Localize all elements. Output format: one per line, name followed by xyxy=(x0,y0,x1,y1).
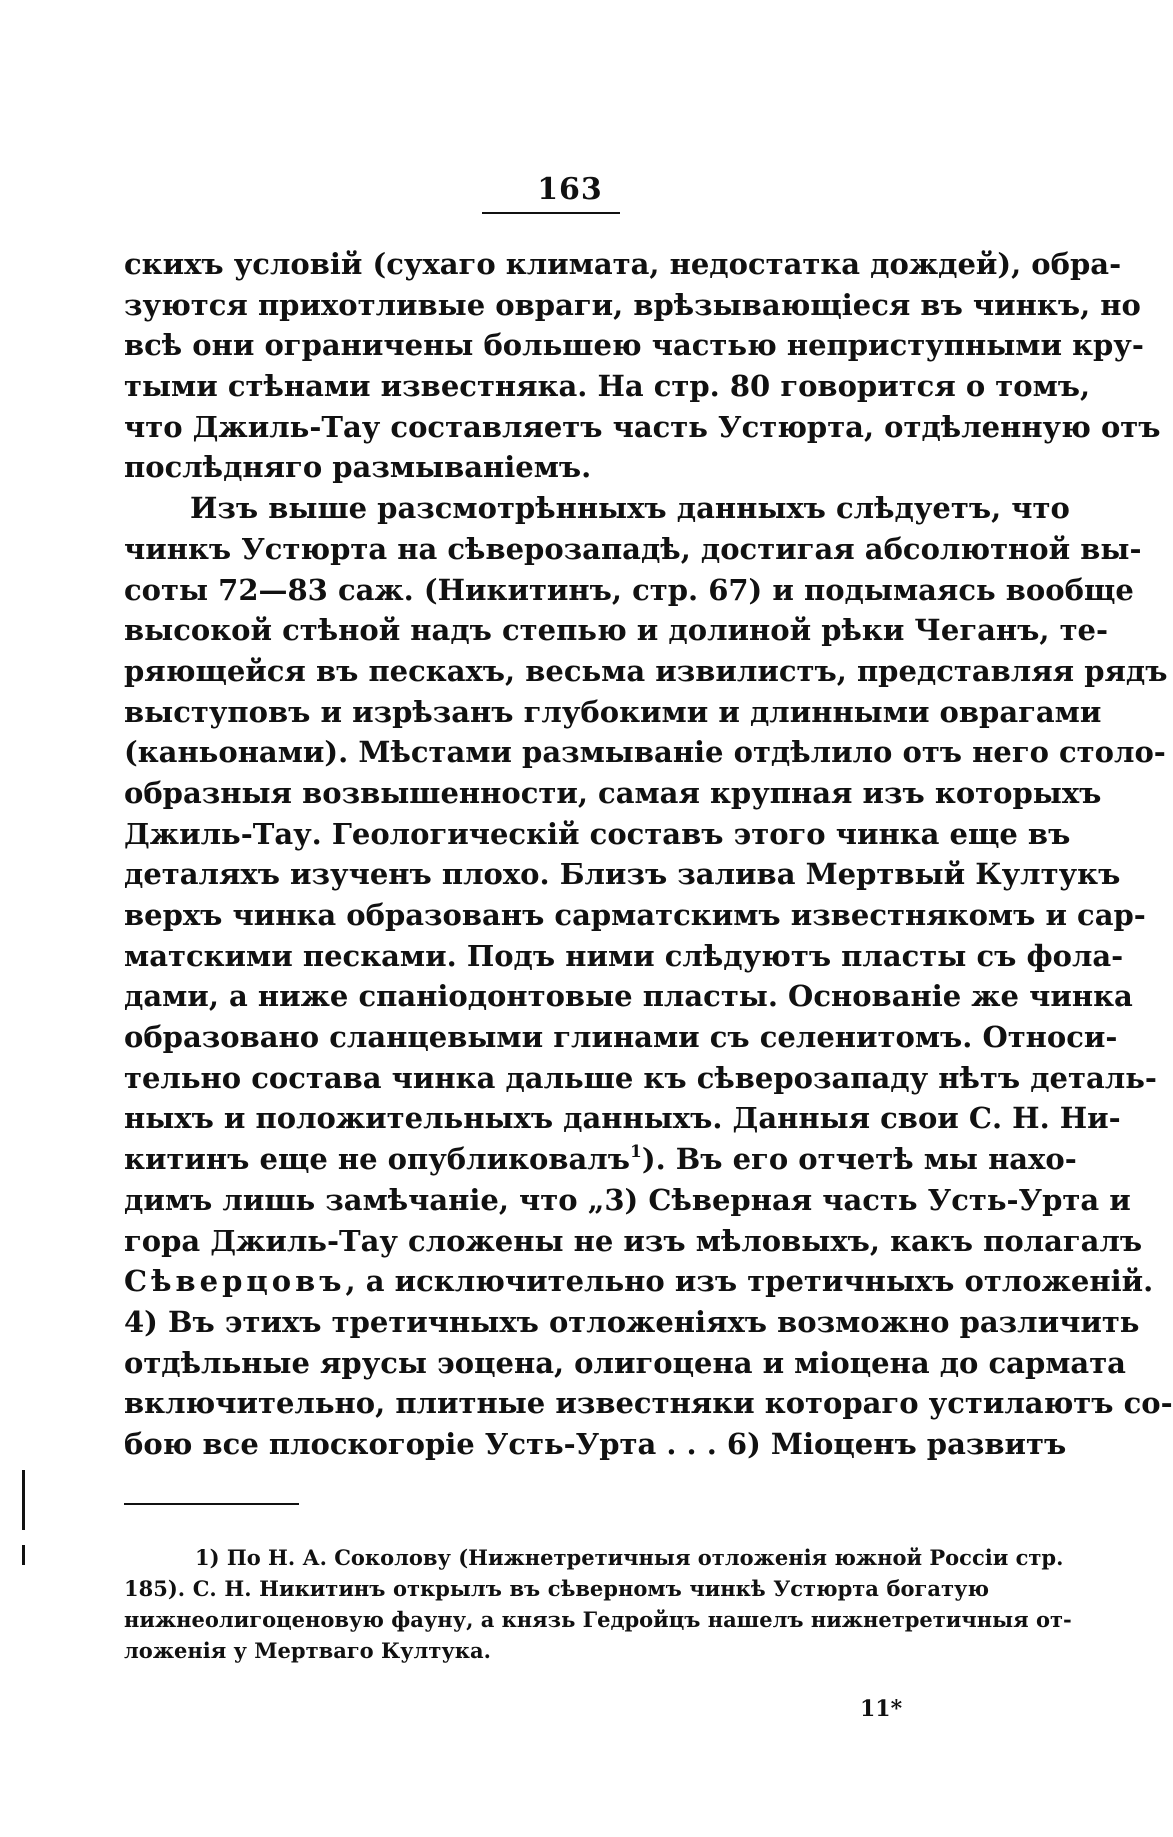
text-run: китинъ еще не опубликовалъ xyxy=(124,1142,630,1177)
footnote xyxy=(124,1542,1072,1666)
text-line xyxy=(124,1139,1077,1180)
text-line: всѣ они ограничены большею частью неприступными кру- xyxy=(124,328,1144,363)
text-line: выступовъ и изрѣзанъ глубокими и длинными оврагами xyxy=(124,694,1102,729)
text-line: (каньонами). Мѣстами размываніе отдѣлило отъ него столо- xyxy=(124,735,1166,770)
body-text xyxy=(124,244,1173,1465)
text-line: дами, а ниже спаніодонтовые пласты. Основаніе же чинка xyxy=(124,979,1133,1014)
text-line: 4) Въ этихъ третичныхъ отложеніяхъ возможно различить xyxy=(124,1304,1140,1339)
page-number: 163 xyxy=(537,172,603,207)
text-line: тельно состава чинка дальше къ сѣверозападу нѣтъ деталь- xyxy=(124,1060,1157,1095)
text-line: что Джиль-Тау составляетъ часть Устюрта, отдѣленную отъ xyxy=(124,409,1161,444)
text-run: ). Въ его отчетѣ мы нахо- xyxy=(641,1142,1077,1177)
text-line: верхъ чинка образованъ сарматскимъ известнякомъ и сар- xyxy=(124,898,1146,932)
spaced-name: Сѣверцовъ xyxy=(124,1264,346,1299)
text-line: соты 72—83 саж. (Никитинъ, стр. 67) и подымаясь вообще xyxy=(124,572,1134,607)
text-line: отдѣльные ярусы эоцена, олигоцена и міоцена до сармата xyxy=(124,1345,1126,1380)
footnote-line: ложенія у Мертваго Култука. xyxy=(124,1638,491,1663)
text-line: высокой стѣной надъ степью и долиной рѣки Чеганъ, те- xyxy=(124,613,1109,648)
text-line: тыми стѣнами известняка. На стр. 80 говорится о томъ, xyxy=(124,369,1091,404)
binding-edge-mark xyxy=(22,1545,25,1565)
text-line: ряющейся въ пескахъ, весьма извилистъ, представляя рядъ xyxy=(124,653,1168,688)
text-line: послѣдняго размываніемъ. xyxy=(124,450,592,485)
text-line: бою все плоскогоріе Усть-Урта . . . 6) Міоценъ развитъ xyxy=(124,1426,1067,1461)
text-line: Изъ выше разсмотрѣнныхъ данныхъ слѣдуетъ, что xyxy=(190,491,1070,526)
page-number-rule xyxy=(482,212,620,214)
text-line xyxy=(124,1261,1154,1302)
footnote-line: 185). С. Н. Никитинъ открылъ въ сѣверномъ чинкѣ Устюрта богатую xyxy=(124,1576,989,1601)
text-line: димъ лишь замѣчаніе, что „3) Сѣверная часть Усть-Урта и xyxy=(124,1182,1131,1217)
footnote-ref: 1 xyxy=(630,1142,642,1163)
text-line: матскими песками. Подъ ними слѣдуютъ пласты съ фола- xyxy=(124,938,1124,973)
text-line: скихъ условій (сухаго климата, недостатка дождей), обра- xyxy=(124,247,1122,281)
footnote-line: 1) По Н. А. Соколову (Нижнетретичныя отложенія южной Россіи стр. xyxy=(195,1545,1064,1570)
text-line: образныя возвышенности, самая крупная изъ которыхъ xyxy=(124,775,1102,810)
text-line: образовано сланцевыми глинами съ селенитомъ. Относи- xyxy=(124,1020,1118,1055)
text-line: чинкъ Устюрта на сѣверозападѣ, достигая абсолютной вы- xyxy=(124,531,1142,566)
signature-mark: 11* xyxy=(860,1696,903,1722)
binding-edge-mark xyxy=(22,1470,25,1530)
text-line: гора Джиль-Тау сложены не изъ мѣловыхъ, какъ полагалъ xyxy=(124,1223,1143,1258)
text-line: ныхъ и положительныхъ данныхъ. Данныя свои С. Н. Ни- xyxy=(124,1101,1121,1136)
text-run: , а исключительно изъ третичныхъ отложеній. xyxy=(345,1264,1154,1299)
footnote-rule xyxy=(124,1503,299,1505)
text-line: включительно, плитные известняки котораго устилаютъ со- xyxy=(124,1386,1173,1421)
text-line: деталяхъ изученъ плохо. Близъ залива Мертвый Култукъ xyxy=(124,857,1121,892)
text-line: Джиль-Тау. Геологическій составъ этого чинка еще въ xyxy=(124,816,1071,851)
footnote-line: нижнеолигоценовую фауну, а князь Гедройцъ нашелъ нижнетретичныя от- xyxy=(124,1607,1072,1632)
text-line: зуются прихотливые овраги, врѣзывающіеся въ чинкъ, но xyxy=(124,287,1141,322)
